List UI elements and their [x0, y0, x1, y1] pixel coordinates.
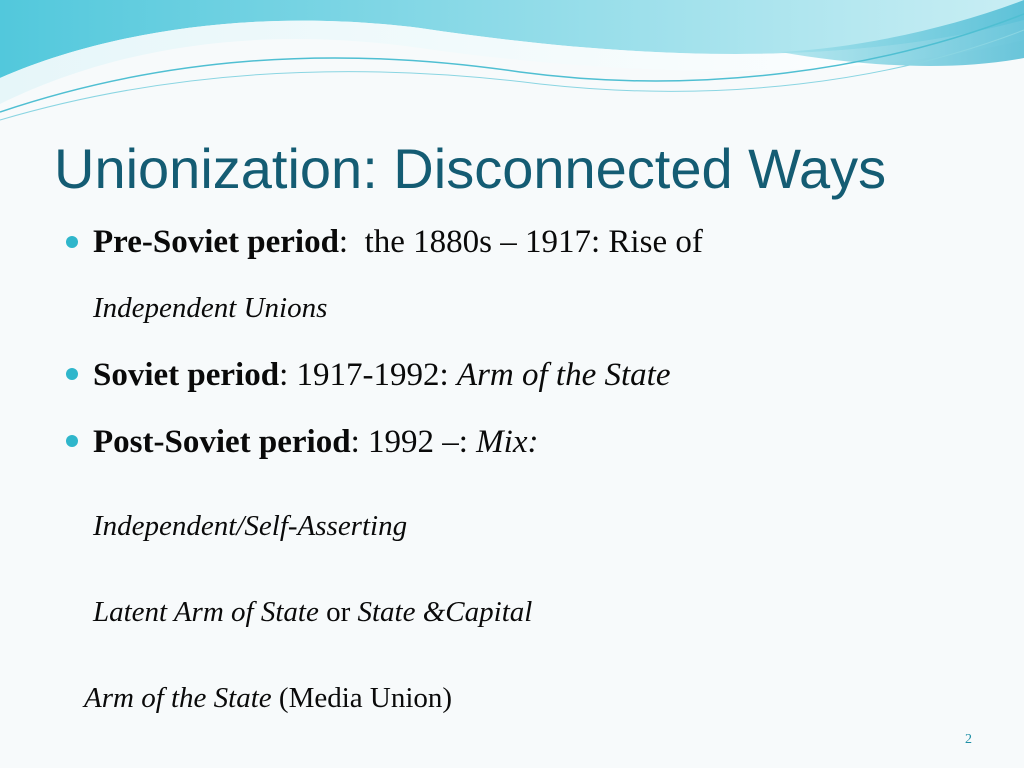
bullet-continuation: Independent Unions: [93, 292, 328, 324]
bullet-post-soviet: [93, 422, 538, 462]
mix-line-arm-of-state: Arm of the State (Media Union): [84, 682, 453, 714]
bullet-icon: [66, 368, 78, 380]
wave-decoration: [0, 0, 1024, 130]
bullet-italic: Mix:: [476, 424, 539, 460]
bullet-text: 1992 –:: [367, 424, 477, 460]
page-number: 2: [965, 732, 972, 747]
mix-line-latent: Latent Arm of State or State &Capital: [93, 596, 533, 628]
bullet-icon: [66, 435, 78, 447]
bullet-text: the 1880s – 1917: Rise of: [364, 224, 703, 260]
bullet-pre-soviet: [93, 222, 703, 262]
bullet-text: 1917-1992:: [296, 357, 457, 393]
mix-line-independent: Independent/Self-Asserting: [93, 510, 408, 542]
bullet-heading: Soviet period: [93, 357, 280, 393]
bullet-soviet: [93, 355, 670, 395]
bullet-icon: [66, 236, 78, 248]
bullet-heading: Post-Soviet period: [93, 424, 351, 460]
bullet-separator: :: [338, 224, 365, 260]
bullet-separator: :: [279, 357, 297, 393]
bullet-separator: :: [350, 424, 368, 460]
bullet-heading: Pre-Soviet period: [93, 224, 339, 260]
bullet-italic: Arm of the State: [456, 357, 671, 393]
slide-title: Unionization: Disconnected Ways: [54, 137, 887, 200]
